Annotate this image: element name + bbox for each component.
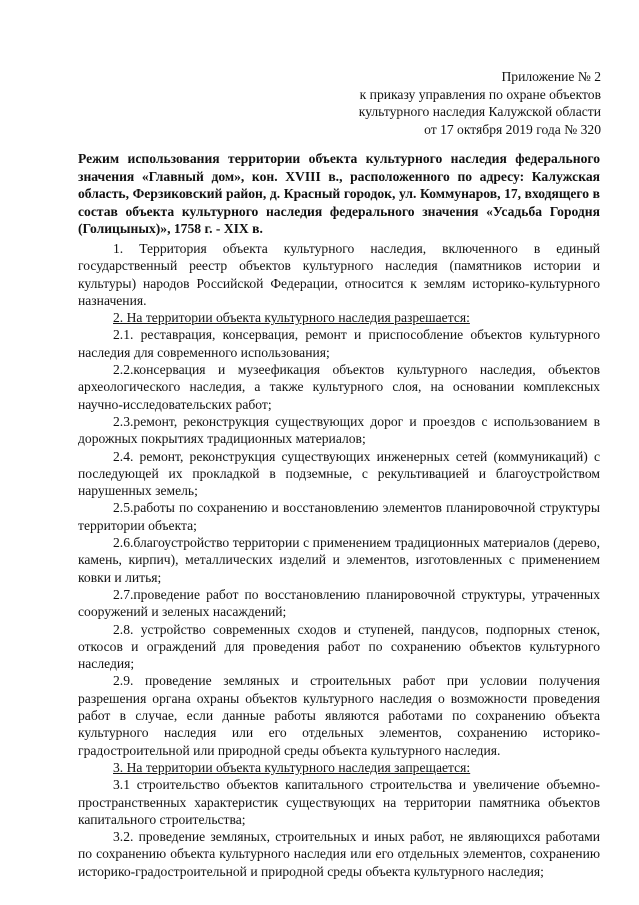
paragraph-2-2: 2.2.консервация и музеефикация объектов культурного наследия, объектов археологического наследия, а также культурного слоя, на основании комплексных научно-исследовательских работ; [78, 362, 600, 412]
paragraph-3-1: 3.1 строительство объектов капитального строительства и увеличение объемно-пространственных характеристик существующих на территории памятника объектов капитального строительства; [78, 777, 600, 827]
paragraph-3-2: 3.2. проведение земляных, строительных и иных работ, не являющихся работами по сохранению объекта культурного наследия или его отдельных элементов, сохранению историко-градостроительной и природной среды объекта культурного наследия; [78, 829, 600, 879]
appendix-line-4: от 17 октября 2019 года № 320 [424, 121, 601, 137]
paragraph-2-8: 2.8. устройство современных сходов и ступеней, пандусов, подпорных стенок, откосов и ограждений для проведения работ по сохранению объектов культурного наследия; [78, 621, 600, 672]
section-2-heading: 2. На территории объекта культурного наследия разрешается: [113, 310, 470, 326]
paragraph-2-5: 2.5.работы по сохранению и восстановлению элементов планировочной структуры территории объекта; [78, 500, 600, 533]
paragraph-2-4: 2.4. ремонт, реконструкция существующих инженерных сетей (коммуникаций) с последующей их прокладкой в подземные, с рекультивацией и благоустройством нарушенных земель; [78, 448, 600, 499]
paragraph-1: 1. Территория объекта культурного наследия, включенного в единый государственный реестр объектов культурного наследия (памятников истории и культуры) народов Российской Федерации, относится к землям историко-культурного назначения. [78, 241, 600, 308]
appendix-line-1: Приложение № 2 [501, 69, 601, 84]
paragraph-2-1: 2.1. реставрация, консервация, ремонт и приспособление объектов культурного наследия для современного использования; [78, 327, 600, 360]
appendix-line-2: к приказу управления по охране объектов [359, 86, 601, 102]
paragraph-2-6: 2.6.благоустройство территории с применением традиционных материалов (дерево, камень, кирпич), металлических изделий и элементов, изготовленных с применением ковки и литья; [78, 535, 600, 585]
appendix-header [359, 68, 601, 138]
appendix-line-3: культурного наследия Калужской области [358, 104, 601, 119]
paragraph-2-3: 2.3.ремонт, реконструкция существующих дорог и проездов с использованием в дорожных покрытиях традиционных материалов; [78, 413, 600, 447]
paragraph-2-7: 2.7.проведение работ по восстановлению планировочной структуры, утраченных сооружений и зеленых насаждений; [78, 586, 600, 620]
paragraph-2-9: 2.9. проведение земляных и строительных работ при условии получения разрешения органа охраны объектов культурного наследия о возможности проведения работ в случае, если данные работы являются работами по сохранению объекта культурного наследия или его отдельных элементов, сохранению историко-градостроительной или природной среды объекта культурного наследия. [78, 673, 600, 758]
document-body [78, 240, 600, 880]
section-3-heading: 3. На территории объекта культурного наследия запрещается: [113, 759, 471, 775]
document-title: Режим использования территории объекта культурного наследия федерального значения «Главный дом», кон. XVIII в., расположенного по адресу: Калужская область, Ферзиковский район, д. Красный городок, ул. Коммунаров, 17, входящего в состав объекта культурного наследия федерального значения «Усадьба Городня (Голицыных)», 1758 г. - XIX в. [78, 151, 600, 237]
